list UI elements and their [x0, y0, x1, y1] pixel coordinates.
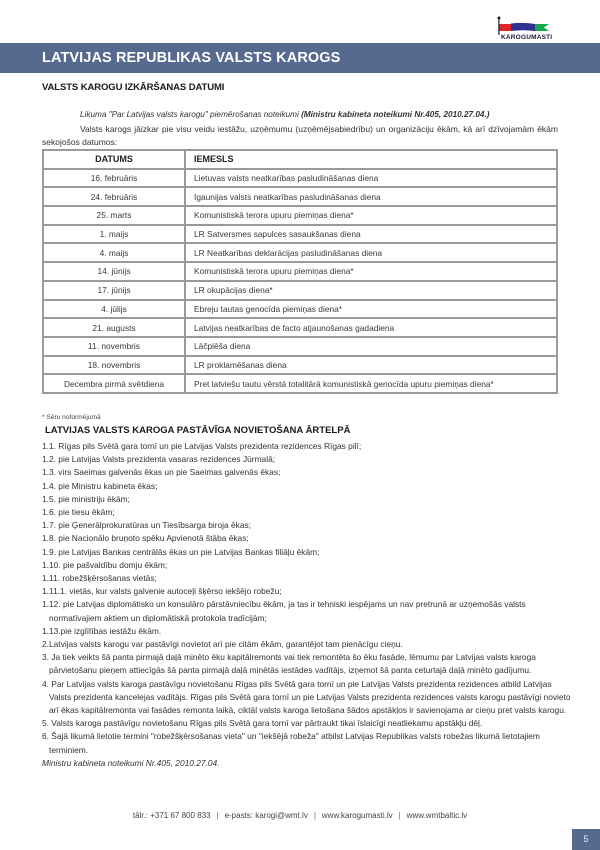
list-item: 1.6. pie tiesu ēkām; [42, 507, 115, 518]
table-row [43, 243, 557, 262]
date-cell: 1. maijs [43, 225, 185, 244]
list-item: 1.1. Rīgas pils Svētā gara tornī un pie Latvijas Valsts prezidenta rezidences Rīgas pilī; [42, 441, 362, 451]
list-item: 1.5. pie ministriju ēkām; [42, 493, 130, 504]
table-row [43, 300, 557, 319]
date-cell: 25. marts [43, 206, 185, 225]
date-cell: 11. novembris [43, 337, 185, 356]
logo-text: KAROGUMASTI [501, 34, 553, 41]
reason-cell: Komunistiskā terora upuru piemiņas diena* [185, 262, 557, 281]
law-title: Likuma "Par Latvijas valsts karogu" piemērošanas noteikumi [80, 110, 302, 119]
title-bar [0, 43, 600, 73]
reason-cell: LR Satversmes sapulces sasaukšanas diena [185, 225, 557, 244]
table-footnote: * Sēru noformējumā [42, 414, 101, 421]
table-header-row [43, 150, 557, 169]
intro-paragraph: Valsts karogs jāizkar pie visu veidu iestāžu, uzņēmumu (uzņēmējsabiedrību) un organizāciju ēkām, kā arī dzīvojamām ēkām sekojošos datumos: [42, 124, 558, 147]
list-item: 1.9. pie Latvijas Bankas centrālās ēkas un pie Latvijas Bankas filiāļu ēkām; [42, 546, 320, 557]
law-reference-line [80, 110, 489, 119]
date-cell: Decembra pirmā svētdiena [43, 374, 185, 393]
table-row [43, 374, 557, 393]
reason-cell: LR proklamēšanas diena [185, 356, 557, 375]
table-row [43, 206, 557, 225]
reason-cell: Komunistiskā terora upuru piemiņas diena* [185, 206, 557, 225]
list-item: 1.4. pie Ministru kabineta ēkas; [42, 480, 158, 491]
section-subtitle: VALSTS KAROGU IZKĀRŠANAS DATUMI [42, 82, 225, 93]
list-item: 1.7. pie Ģenerālprokuratūras un Tiesībsarga biroja ēkas; [42, 520, 252, 531]
table-row [43, 318, 557, 337]
column-header-date: DATUMS [43, 150, 185, 169]
page-title: LATVIJAS REPUBLIKAS VALSTS KAROGS [42, 50, 341, 66]
date-cell: 17. jūnijs [43, 281, 185, 300]
date-cell: 16. februāris [43, 169, 185, 188]
footer-phone: tālr.: +371 67 800 833 [132, 811, 211, 820]
date-cell: 4. maijs [43, 243, 185, 262]
date-cell: 18. novembris [43, 356, 185, 375]
list-item: 1.10. pie pašvaldību domju ēkām; [42, 559, 168, 570]
date-cell: 14. jūnijs [43, 262, 185, 281]
list-item: 4. Par Latvijas valsts karoga pastāvīgu novietošanu Rīgas pils Svētā gara tornī un pie Latvijas Valsts prezidenta rezidences atbild Latvijas Valsts prezidenta kancelejas vadītājs. Rīgas pils Svētā gara tornī un pie Latvijas Valsts prezidenta rezidences valsts karogu pastāvīgi novieto arī ēkas kapitālremonta vai fasādes remonta laikā, ciktāl valsts karoga lietošana šādos apstākļos ir savienojama ar cieņu pret valsts karogu. [42, 678, 571, 716]
list-item: 1.2. pie Latvijas Valsts prezidenta vasaras rezidences Jūrmalā; [42, 454, 276, 465]
footer-website-link[interactable]: www.wmtbaltic.lv [406, 811, 468, 820]
footer-separator: | [313, 811, 316, 820]
footer-separator: | [216, 811, 219, 820]
karogumasti-logo [497, 16, 557, 46]
footer-email-link[interactable]: e-pasts: karogi@wmt.lv [224, 811, 308, 820]
reason-cell: Ebreju tautas genocīda piemiņas diena* [185, 300, 557, 319]
page-number: 5 [572, 829, 600, 850]
flag-icon [497, 16, 557, 36]
date-cell: 21. augusts [43, 318, 185, 337]
table-row [43, 281, 557, 300]
reason-cell: LR Neatkarības deklarācijas pasludināšanas diena [185, 243, 557, 262]
reason-cell: Lāčplēša diena [185, 337, 557, 356]
table-row [43, 225, 557, 244]
footer-website-link[interactable]: www.karogumasti.lv [321, 811, 393, 820]
table-row [43, 187, 557, 206]
date-cell: 4. jūlijs [43, 300, 185, 319]
list-item: 1.12. pie Latvijas diplomātisko un konsulāro pārstāvniecību ēkām, ja tas ir tehniski iespējams un nav pretrunā ar uzņemošās valsts normatīvajiem aktiem un diplomātiskā protokola tradīcijām; [42, 599, 526, 623]
list-item: 1.8. pie Nacionālo bruņoto spēku Apvienotā štāba ēkas; [42, 533, 249, 544]
reason-cell: Latvijas neatkarības de facto atjaunošanas gadadiena [185, 318, 557, 337]
list-item: 5. Valsts karoga pastāvīgu novietošanu Rīgas pils Svētā gara tornī var pārtraukt tikai īslaicīgi neatliekamu apstākļu dēļ. [42, 718, 483, 729]
list-item: 1.11. robežšķērsošanas vietās; [42, 573, 157, 584]
table-row [43, 337, 557, 356]
reason-cell: LR okupācijas diena* [185, 281, 557, 300]
date-cell: 24. februāris [43, 187, 185, 206]
footer-separator: | [398, 811, 401, 820]
reason-cell: Igaunijas valsts neatkarības pasludināšanas diena [185, 187, 557, 206]
list-item: 2.Latvijas valsts karogu var pastāvīgi novietot arī pie citām ēkām, garantējot tam pienācīgu cieņu. [42, 639, 403, 650]
list-item: 6. Šajā likumā lietotie termini "robežšķērsošanas vieta" un "iekšējā robeža" atbilst Latvijas Republikas valsts robežas likumā lietotajiem terminiem. [42, 731, 540, 755]
section-heading: LATVIJAS VALSTS KAROGA PASTĀVĪGA NOVIETOŠANA ĀRTELPĀ [45, 425, 351, 436]
closing-citation: Ministru kabineta noteikumi Nr.405, 2010.27.04. [42, 757, 220, 768]
reason-cell: Pret latviešu tautu vērstā totalitārā komunistiskā genocīda upuru piemiņas diena* [185, 374, 557, 393]
flag-dates-table [42, 149, 558, 394]
list-item: 1.11.1. vietās, kur valsts galvenie autoceļi šķērso iekšējo robežu; [42, 586, 282, 597]
column-header-reason: IEMESLS [185, 150, 557, 169]
reason-cell: Lietuvas valsts neatkarības pasludināšanas diena [185, 169, 557, 188]
list-item: 3. Ja tiek veikts šā panta pirmajā daļā minēto ēku kapitālremonts vai tiek remontēta šo ēku fasāde, lēmumu par Latvijas valsts karoga pārvietošanu pieņem attiecīgās šā panta pirmajā daļā minētās iestādes vadītājs, izņemot šā panta ceturtajā daļā minēto gadījumu. [42, 652, 536, 676]
contact-footer [0, 811, 600, 820]
table-row [43, 262, 557, 281]
list-item: 1.3. virs Saeimas galvenās ēkas un pie Saeimas galvenās ēkas; [42, 467, 281, 478]
law-citation: (Ministru kabineta noteikumi Nr.405, 2010.27.04.) [301, 110, 490, 119]
list-item: 1.13.pie izglītības iestāžu ēkām. [42, 625, 162, 636]
table-row [43, 356, 557, 375]
table-row [43, 169, 557, 188]
placement-list [42, 440, 572, 770]
